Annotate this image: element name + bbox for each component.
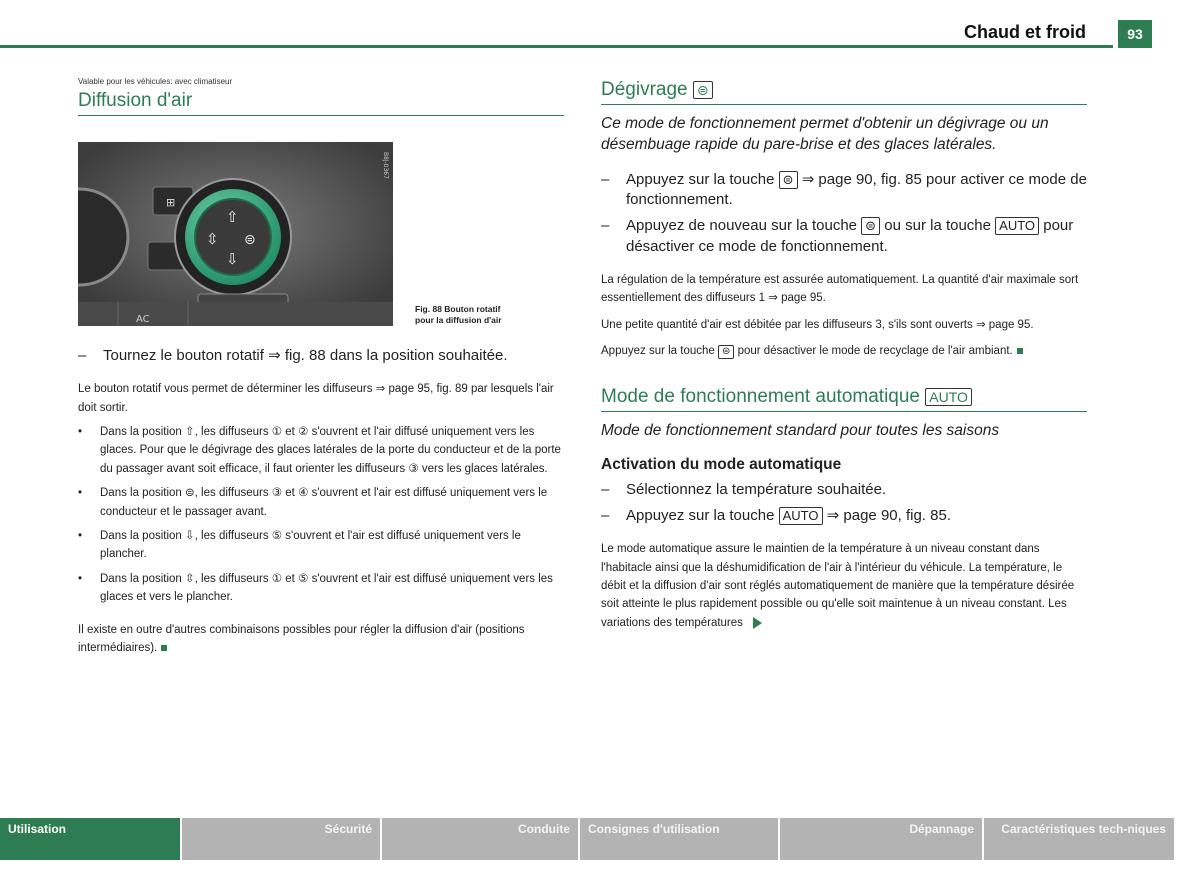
svg-text:⇩: ⇩ bbox=[226, 250, 239, 268]
defrost-key-icon: ⊜ bbox=[861, 217, 880, 235]
tab-securite[interactable]: Sécurité bbox=[182, 818, 380, 860]
continue-arrow-icon bbox=[753, 617, 762, 629]
figure-88 bbox=[78, 142, 564, 326]
svg-text:⇳: ⇳ bbox=[206, 230, 219, 248]
tab-conduite[interactable]: Conduite bbox=[382, 818, 578, 860]
svg-text:⊜: ⊜ bbox=[244, 232, 256, 248]
air-distribution-knob-photo bbox=[78, 142, 393, 326]
section-intro: Ce mode de fonctionnement permet d'obtenir un dégivrage ou un désembuage rapide du pare-brise et des glaces latérales. bbox=[601, 115, 1049, 154]
figure-caption: Fig. 88 Bouton rotatif pour la diffusion d'air bbox=[415, 303, 502, 325]
knob-illustration bbox=[78, 142, 393, 326]
chapter-tabs bbox=[0, 818, 1176, 860]
bullet-item: • Dans la position ⊜, les diffuseurs ③ et ④ s'ouvrent et l'air est diffusé uniquement vers le conducteur et le passager avant. bbox=[78, 487, 548, 518]
section-title-degivrage: Dégivrage ⊜ bbox=[601, 79, 1087, 105]
header-rule bbox=[0, 45, 1113, 48]
instruction-step: – Appuyez sur la touche AUTO ⇒ page 90, fig. 85. bbox=[601, 506, 1087, 526]
auto-key: AUTO bbox=[779, 507, 823, 525]
auto-key: AUTO bbox=[995, 217, 1039, 235]
svg-text:⊞: ⊞ bbox=[166, 196, 176, 209]
defrost-key-icon: ⊜ bbox=[779, 171, 798, 189]
page-header-title: Chaud et froid bbox=[964, 22, 1086, 42]
auto-key: AUTO bbox=[925, 388, 972, 406]
right-column bbox=[601, 75, 1087, 632]
left-column bbox=[78, 75, 564, 657]
recirculation-key-icon: ⊜ bbox=[718, 345, 734, 359]
bullet-item: • Dans la position ⇩, les diffuseurs ⑤ s'ouvrent et l'air est diffusé uniquement vers le plancher. bbox=[78, 529, 521, 561]
paragraph: Le mode automatique assure le maintien de la température à un niveau constant dans l'habitacle ainsi que la déshumidification de l'air à l'intérieur du véhicule. La température, le débit et la diffusion d'air sont réglés automatiquement de manière que la température désirée soit atteinte le plus rapidement possible ou qu'elle soit maintenue à un niveau constant. Les variations des températures bbox=[601, 543, 1075, 629]
instruction-step: – Tournez le bouton rotatif ⇒ fig. 88 dans la position souhaitée. bbox=[78, 346, 564, 366]
instruction-step: – Appuyez sur la touche ⊜ ⇒ page 90, fig. 85 pour activer ce mode de fonctionnement. bbox=[601, 170, 1087, 211]
tab-caracteristiques[interactable]: Caractéristiques tech-niques bbox=[984, 818, 1174, 860]
paragraph: Il existe en outre d'autres combinaisons possibles pour régler la diffusion d'air (positions intermédiaires). bbox=[78, 623, 525, 654]
tab-consignes[interactable]: Consignes d'utilisation bbox=[580, 818, 778, 860]
section-title-mode-auto: Mode de fonctionnement automatique AUTO bbox=[601, 386, 1087, 412]
tab-utilisation[interactable]: Utilisation bbox=[0, 818, 180, 860]
end-mark-icon bbox=[1017, 348, 1023, 354]
section-intro: Mode de fonctionnement standard pour toutes les saisons bbox=[601, 422, 1000, 440]
bullet-item: • Dans la position ⇳, les diffuseurs ① et ⑤ s'ouvrent et l'air est diffusé uniquement vers les glaces et vers le plancher. bbox=[78, 572, 553, 604]
svg-text:B8J-0367: B8J-0367 bbox=[382, 152, 389, 179]
paragraph: La régulation de la température est assurée automatiquement. La quantité d'air maximale sort essentiellement des diffuseurs 1 ⇒ page 95. bbox=[601, 273, 1079, 305]
defrost-key-icon: ⊜ bbox=[693, 81, 713, 99]
section-title-diffusion: Diffusion d'air bbox=[78, 90, 564, 116]
end-mark-icon bbox=[161, 645, 167, 651]
paragraph: Une petite quantité d'air est débitée par les diffuseurs 3, s'ils sont ouverts ⇒ page 95. bbox=[601, 318, 1034, 331]
svg-text:⇧: ⇧ bbox=[226, 208, 239, 226]
bullet-item: • Dans la position ⇧, les diffuseurs ① et ② s'ouvrent et l'air diffusé uniquement vers les glaces. Pour que le dégivrage des glaces latérales de la porte du conducteur et de la porte du passager avant soit efficace, il faut orienter les diffuseurs ③ vers les glaces latérales. bbox=[78, 426, 561, 475]
page-number: 93 bbox=[1118, 20, 1152, 48]
tab-depannage[interactable]: Dépannage bbox=[780, 818, 982, 860]
validity-note: Valable pour les véhicules: avec climatiseur bbox=[78, 77, 233, 86]
instruction-step: – Sélectionnez la température souhaitée. bbox=[601, 480, 1087, 500]
svg-text:AC: AC bbox=[136, 314, 150, 325]
paragraph: Appuyez sur la touche ⊜ pour désactiver le mode de recyclage de l'air ambiant. bbox=[601, 342, 1087, 360]
subheading: Activation du mode automatique bbox=[601, 455, 842, 473]
instruction-step: – Appuyez de nouveau sur la touche ⊜ ou sur la touche AUTO pour désactiver ce mode de fonctionnement. bbox=[601, 216, 1087, 257]
paragraph: Le bouton rotatif vous permet de déterminer les diffuseurs ⇒ page 95, fig. 89 par lesquels l'air doit sortir. bbox=[78, 383, 554, 414]
